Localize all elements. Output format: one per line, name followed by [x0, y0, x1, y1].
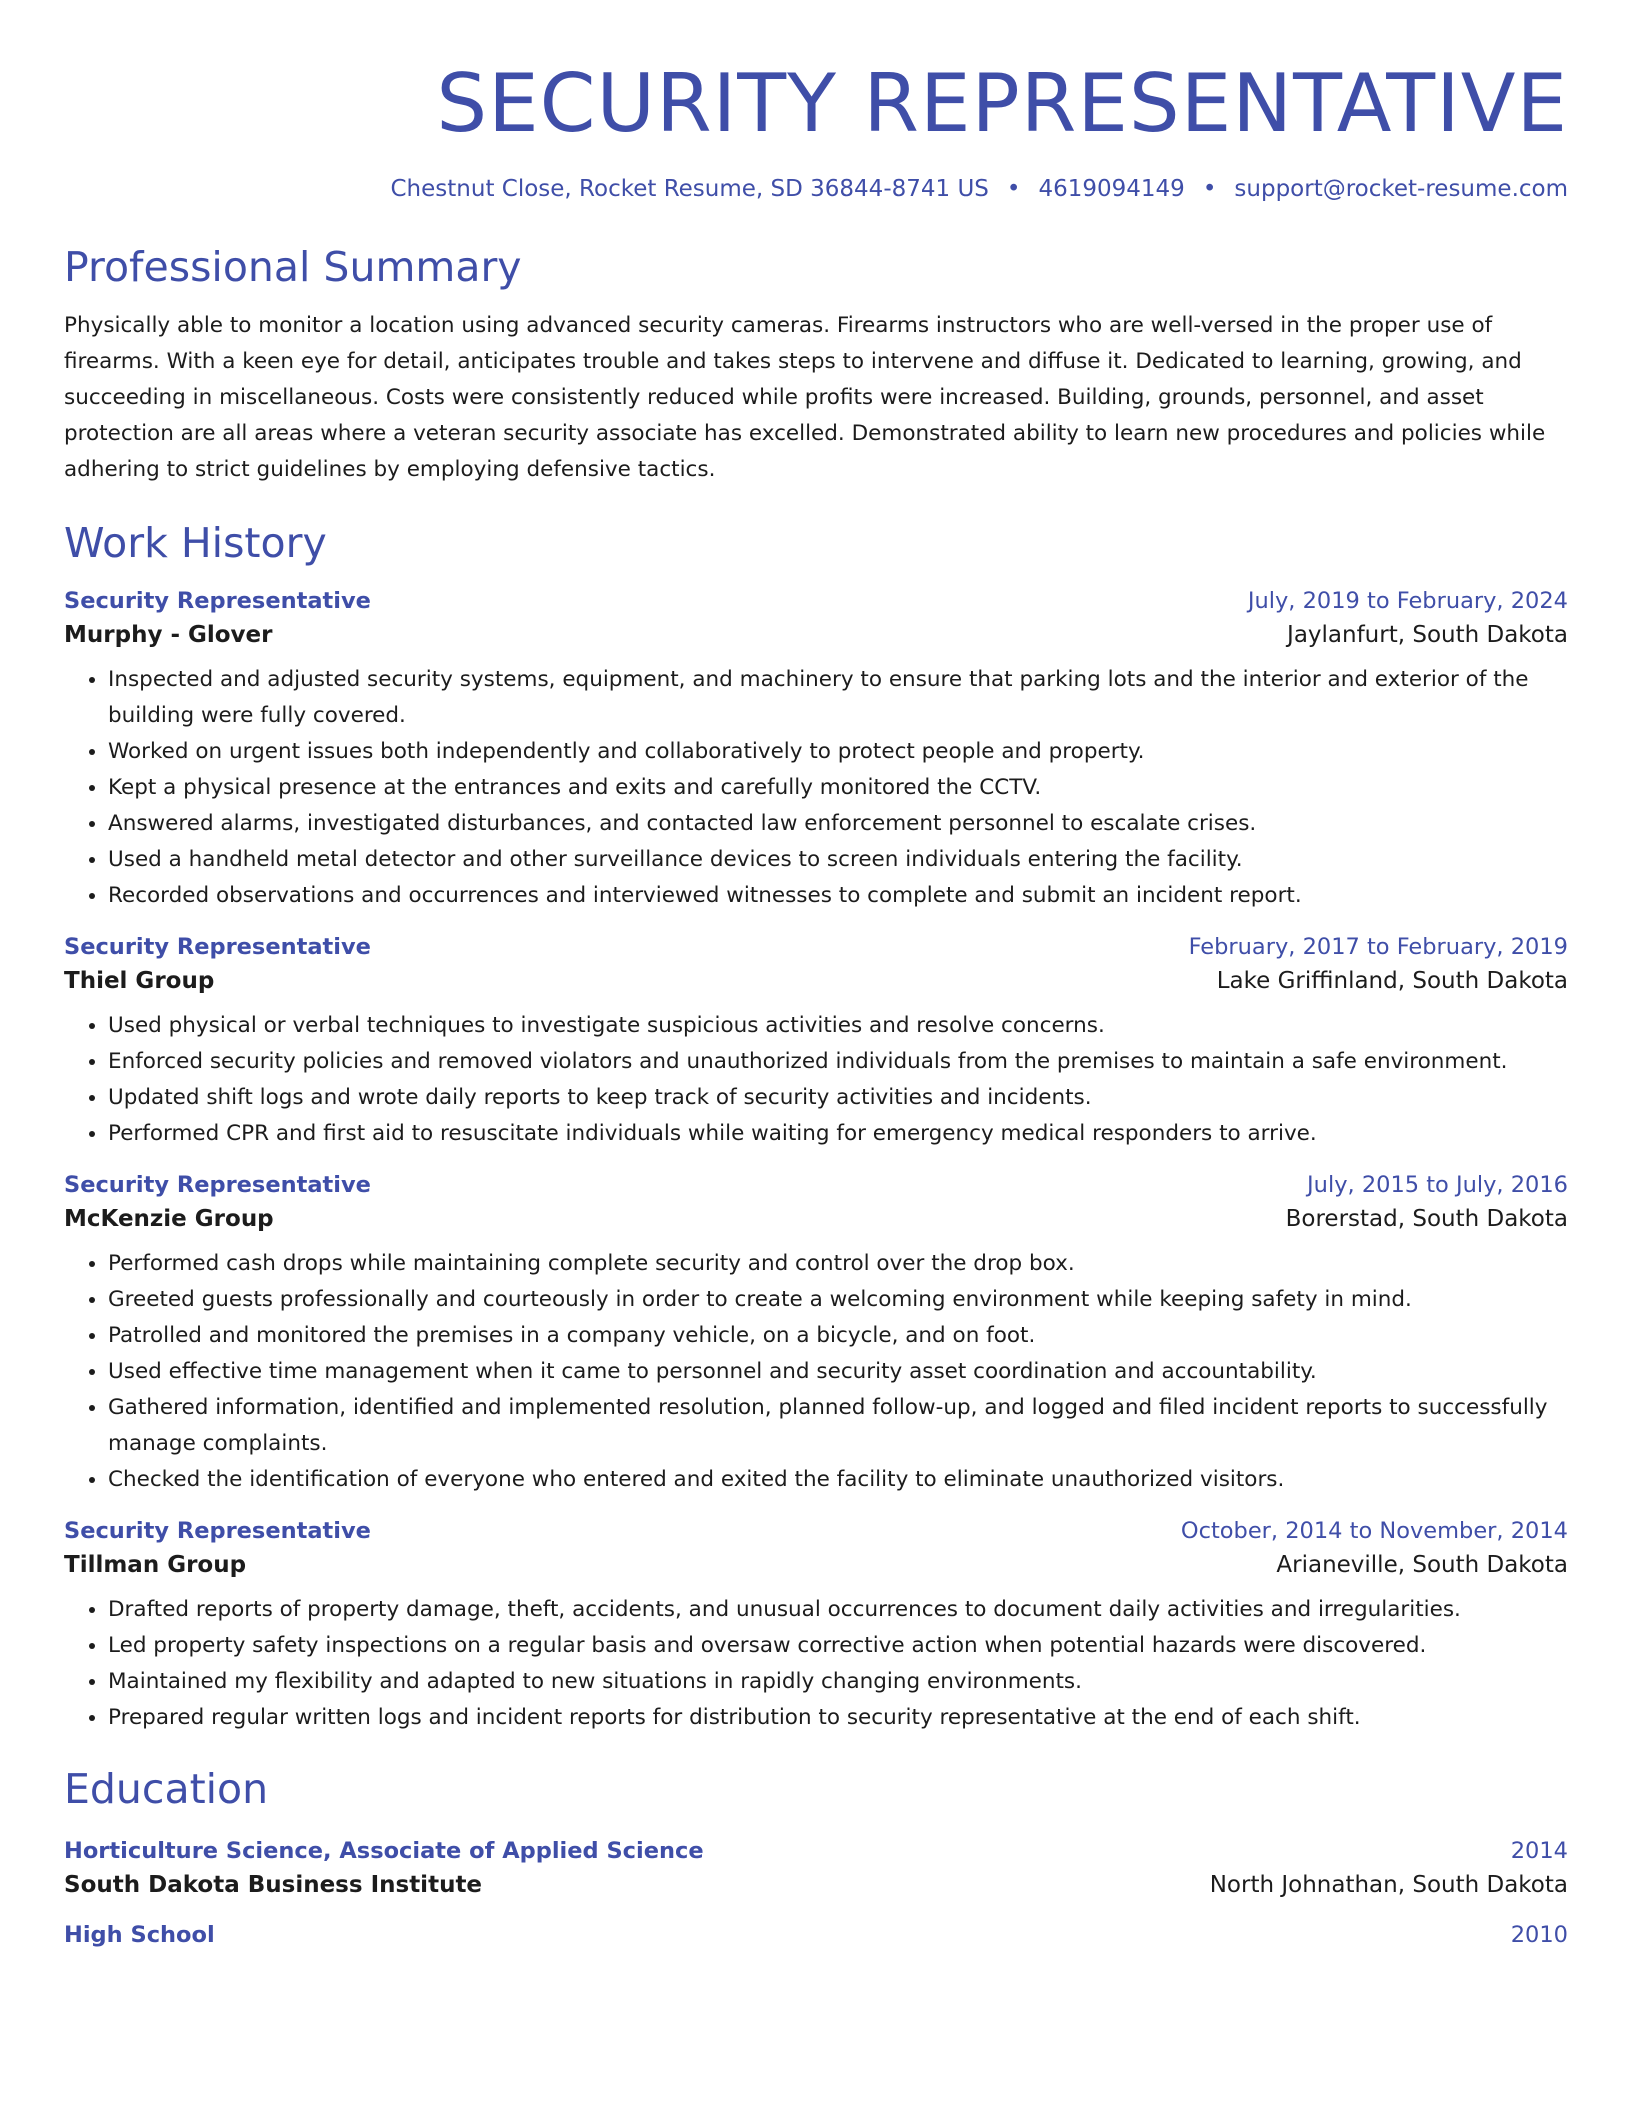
job-bullet-list	[64, 662, 1568, 914]
job-company: Thiel Group	[64, 968, 215, 994]
job-bullet: • Used effective time management when it came to personnel and security asset coordination and accountability.	[108, 1354, 1568, 1390]
job-bullet: • Greeted guests professionally and courteously in order to create a welcoming environment while keeping safety in mind.	[108, 1282, 1568, 1318]
job-header-row	[64, 1172, 1568, 1198]
address-text: Chestnut Close, Rocket Resume, SD 36844-8741 US	[390, 176, 989, 202]
work-history-list	[64, 588, 1568, 1736]
job-title: Security Representative	[64, 588, 371, 614]
education-header-row	[64, 1838, 1568, 1864]
job-title: Security Representative	[64, 1518, 371, 1544]
summary-heading: Professional Summary	[64, 243, 522, 291]
contact-separator: •	[1202, 176, 1217, 202]
job-bullet: • Performed CPR and first aid to resuscitate individuals while waiting for emergency medical responders to arrive.	[108, 1116, 1568, 1152]
education-location: North Johnathan, South Dakota	[1209, 1872, 1568, 1898]
job-bullet: • Drafted reports of property damage, theft, accidents, and unusual occurrences to document daily activities and irregularities.	[108, 1592, 1568, 1628]
education-header-row	[64, 1922, 1568, 1948]
job-bullet-list	[64, 1246, 1568, 1498]
job-bullet: • Kept a physical presence at the entrances and exits and carefully monitored the CCTV.	[108, 770, 1568, 806]
job-bullet: • Used a handheld metal detector and other surveillance devices to screen individuals entering the facility.	[108, 842, 1568, 878]
job-bullet: • Gathered information, identified and implemented resolution, planned follow-up, and logged and filed incident reports to successfully manage complaints.	[108, 1390, 1568, 1462]
contact-line	[64, 176, 1568, 202]
job-entry	[64, 1172, 1568, 1498]
job-bullet: • Enforced security policies and removed violators and unauthorized individuals from the premises to maintain a safe environment.	[108, 1044, 1568, 1080]
job-location: Arianeville, South Dakota	[1276, 1552, 1568, 1578]
job-company: McKenzie Group	[64, 1206, 274, 1232]
job-bullet: • Used physical or verbal techniques to investigate suspicious activities and resolve concerns.	[108, 1008, 1568, 1044]
education-school-row	[64, 1864, 1568, 1898]
job-dates: July, 2019 to February, 2024	[1247, 588, 1568, 614]
job-bullet: • Worked on urgent issues both independently and collaboratively to protect people and property.	[108, 734, 1568, 770]
job-bullet-list	[64, 1008, 1568, 1152]
education-list	[64, 1838, 1568, 1948]
job-company-row	[64, 960, 1568, 994]
job-company: Tillman Group	[64, 1552, 247, 1578]
job-company-row	[64, 1544, 1568, 1578]
email-link[interactable]: support@rocket-resume.com	[1234, 176, 1568, 202]
job-bullet: • Answered alarms, investigated disturbances, and contacted law enforcement personnel to escalate crises.	[108, 806, 1568, 842]
education-school: South Dakota Business Institute	[64, 1872, 483, 1898]
job-bullet: • Led property safety inspections on a regular basis and oversaw corrective action when potential hazards were discovered.	[108, 1628, 1568, 1664]
job-dates: February, 2017 to February, 2019	[1188, 934, 1568, 960]
education-heading: Education	[64, 1765, 269, 1813]
job-bullet-list	[64, 1592, 1568, 1736]
phone-text: 4619094149	[1038, 176, 1185, 202]
job-header-row	[64, 588, 1568, 614]
work-history-heading: Work History	[64, 519, 327, 567]
job-title: Security Representative	[64, 1172, 371, 1198]
job-entry	[64, 934, 1568, 1152]
job-bullet: • Prepared regular written logs and incident reports for distribution to security representative at the end of each shift.	[108, 1700, 1568, 1736]
job-company: Murphy - Glover	[64, 622, 273, 648]
education-year: 2014	[1510, 1838, 1568, 1864]
education-degree: Horticulture Science, Associate of Applied Science	[64, 1838, 704, 1864]
job-header-row	[64, 934, 1568, 960]
job-bullet: • Updated shift logs and wrote daily reports to keep track of security activities and incidents.	[108, 1080, 1568, 1116]
job-bullet: • Maintained my flexibility and adapted to new situations in rapidly changing environments.	[108, 1664, 1568, 1700]
job-entry	[64, 588, 1568, 914]
summary-text: Physically able to monitor a location using advanced security cameras. Firearms instructors who are well-versed in the proper use of firearms. With a keen eye for detail, anticipates trouble and takes steps to intervene and diffuse it. Dedicated to learning, growing, and succeeding in miscellaneous. Costs were consistently reduced while profits were increased. Building, grounds, personnel, and asset protection are all areas where a veteran security associate has excelled. Demonstrated ability to learn new procedures and policies while adhering to strict guidelines by employing defensive tactics.	[64, 313, 1546, 482]
job-location: Borerstad, South Dakota	[1285, 1206, 1568, 1232]
job-bullet: • Performed cash drops while maintaining complete security and control over the drop box.	[108, 1246, 1568, 1282]
job-bullet: • Recorded observations and occurrences and interviewed witnesses to complete and submit an incident report.	[108, 878, 1568, 914]
job-bullet: • Patrolled and monitored the premises in a company vehicle, on a bicycle, and on foot.	[108, 1318, 1568, 1354]
education-entry	[64, 1838, 1568, 1898]
education-entry	[64, 1922, 1568, 1948]
job-company-row	[64, 614, 1568, 648]
education-year: 2010	[1510, 1922, 1568, 1948]
resume-title: SECURITY REPRESENTATIVE	[436, 57, 1568, 150]
job-location: Jaylanfurt, South Dakota	[1287, 622, 1568, 648]
job-location: Lake Griffinland, South Dakota	[1216, 968, 1568, 994]
job-header-row	[64, 1518, 1568, 1544]
contact-separator: •	[1006, 176, 1021, 202]
job-dates: July, 2015 to July, 2016	[1307, 1172, 1568, 1198]
job-company-row	[64, 1198, 1568, 1232]
job-bullet: • Inspected and adjusted security systems, equipment, and machinery to ensure that parking lots and the interior and exterior of the building were fully covered.	[108, 662, 1568, 734]
education-degree: High School	[64, 1922, 215, 1948]
job-bullet: • Checked the identification of everyone who entered and exited the facility to eliminate unauthorized visitors.	[108, 1462, 1568, 1498]
job-title: Security Representative	[64, 934, 371, 960]
job-entry	[64, 1518, 1568, 1736]
job-dates: October, 2014 to November, 2014	[1180, 1518, 1568, 1544]
